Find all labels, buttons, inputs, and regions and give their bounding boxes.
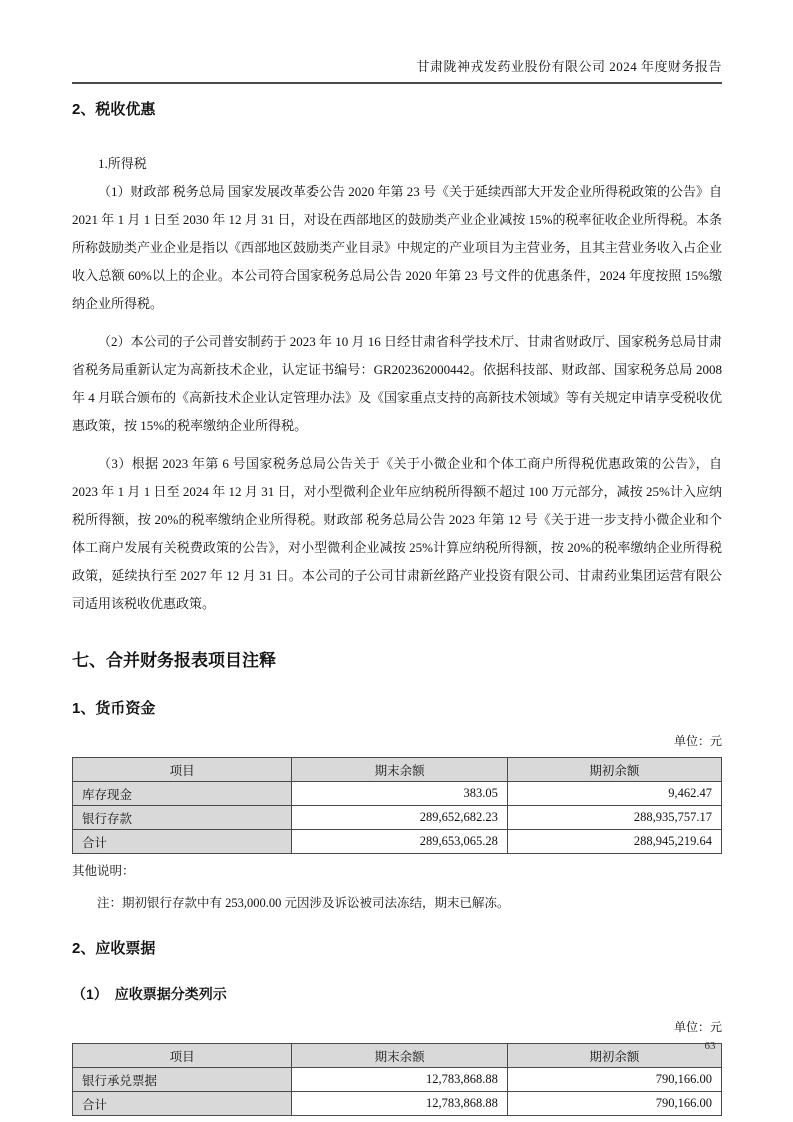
amount-cell: 790,166.00 — [507, 1068, 721, 1092]
subsection-heading-monetary-funds: 1、货币资金 — [72, 700, 156, 717]
section-heading-consolidated-notes: 七、合并财务报表项目注释 — [72, 651, 276, 670]
amount-cell: 288,935,757.17 — [507, 806, 721, 830]
notes-receivable-table — [72, 1043, 722, 1116]
table-row — [73, 830, 722, 854]
column-header: 期初余额 — [507, 758, 721, 782]
table-header-row — [73, 758, 722, 782]
column-header: 期初余额 — [507, 1044, 721, 1068]
amount-cell: 790,166.00 — [507, 1092, 721, 1116]
frozen-funds-note: 注：期初银行存款中有 253,000.00 元因涉及诉讼被司法冻结，期末已解冻。 — [97, 896, 510, 910]
item-cell: 银行存款 — [73, 806, 292, 830]
tax-paragraph-1: （1）财政部 税务总局 国家发展改革委公告 2020 年第 23 号《关于延续西部大开发企业所得税政策的公告》自 2021 年 1 月 1 日至 2030 年 12 月 31 日，对设在西部地区的鼓励类产业企业减按 15%的税率征收企业所得税。本条所称鼓励类产业企业是指以《西部地区鼓励类产业目录》中规定的产业项目为主营业务，且其主营业务收入占企业收入总额 60%以上的企业。本公司符合国家税务总局公告 2020 年第 23 号文件的优惠条件，2024 年度按照 15%缴纳企业所得税。 — [72, 184, 723, 311]
subsection-heading-notes-receivable: 2、应收票据 — [72, 940, 156, 957]
table-row — [73, 806, 722, 830]
table-row — [73, 1068, 722, 1092]
unit-label-notes-receivable: 单位：元 — [673, 1020, 722, 1034]
item-cell: 银行承兑票据 — [73, 1068, 292, 1092]
tax-paragraph-3: （3）根据 2023 年第 6 号国家税务总局公告关于《关于小微企业和个体工商户所得税优惠政策的公告》，自 2023 年 1 月 1 日至 2024 年 12 月 31 日，对小型微利企业年应纳税所得额不超过 100 万元部分，减按 25%计入应纳税所得额，按 20%的税率缴纳企业所得税。财政部 税务总局公告 2023 年第 12 号《关于进一步支持小微企业和个体工商户发展有关税费政策的公告》，对小型微利企业减按 25%计算应纳税所得额，按 20%的税率缴纳企业所得税政策，延续执行至 2027 年 12 月 31 日。本公司的子公司甘肃新丝路产业投资有限公司、甘肃药业集团运营有限公司适用该税收优惠政策。 — [72, 456, 722, 611]
column-header: 期末余额 — [292, 1044, 507, 1068]
table-row — [73, 1092, 722, 1116]
doc-header-title: 甘肃陇神戎发药业股份有限公司 2024 年度财务报告 — [416, 59, 722, 74]
item-cell: 库存现金 — [73, 782, 292, 806]
other-notes-label: 其他说明： — [72, 864, 135, 878]
tax-paragraph-2: （2）本公司的子公司普安制药于 2023 年 10 月 16 日经甘肃省科学技术厅、甘肃省财政厅、国家税务总局甘肃省税务局重新认定为高新技术企业，认定证书编号：GR202362000442。依据科技部、财政部、国家税务总局 2008 年 4 月联合颁布的《高新技术企业认定管理办法》及《国家重点支持的高新技术领域》等有关规定申请享受税收优惠政策，按 15%的税率缴纳企业所得税。 — [72, 334, 723, 433]
unit-label-monetary-funds: 单位：元 — [673, 734, 722, 748]
amount-cell: 289,652,682.23 — [292, 806, 507, 830]
item-cell: 合计 — [73, 830, 292, 854]
amount-cell: 289,653,065.28 — [292, 830, 507, 854]
table-header-row — [73, 1044, 722, 1068]
column-header: 项目 — [73, 1044, 292, 1068]
income-tax-label: 1.所得税 — [98, 156, 147, 171]
amount-cell: 12,783,868.88 — [292, 1068, 507, 1092]
table-row — [73, 782, 722, 806]
amount-cell: 12,783,868.88 — [292, 1092, 507, 1116]
amount-cell: 9,462.47 — [507, 782, 721, 806]
monetary-funds-table — [72, 757, 722, 854]
page-number: 63 — [704, 1040, 716, 1052]
notes-receivable-classification-heading: （1） 应收票据分类列示 — [72, 986, 227, 1002]
section-heading-tax-incentives: 2、税收优惠 — [72, 101, 156, 118]
amount-cell: 288,945,219.64 — [507, 830, 721, 854]
column-header: 项目 — [73, 758, 292, 782]
doc-header — [72, 0, 722, 84]
page-content — [72, 0, 722, 1116]
item-cell: 合计 — [73, 1092, 292, 1116]
column-header: 期末余额 — [292, 758, 507, 782]
amount-cell: 383.05 — [292, 782, 507, 806]
